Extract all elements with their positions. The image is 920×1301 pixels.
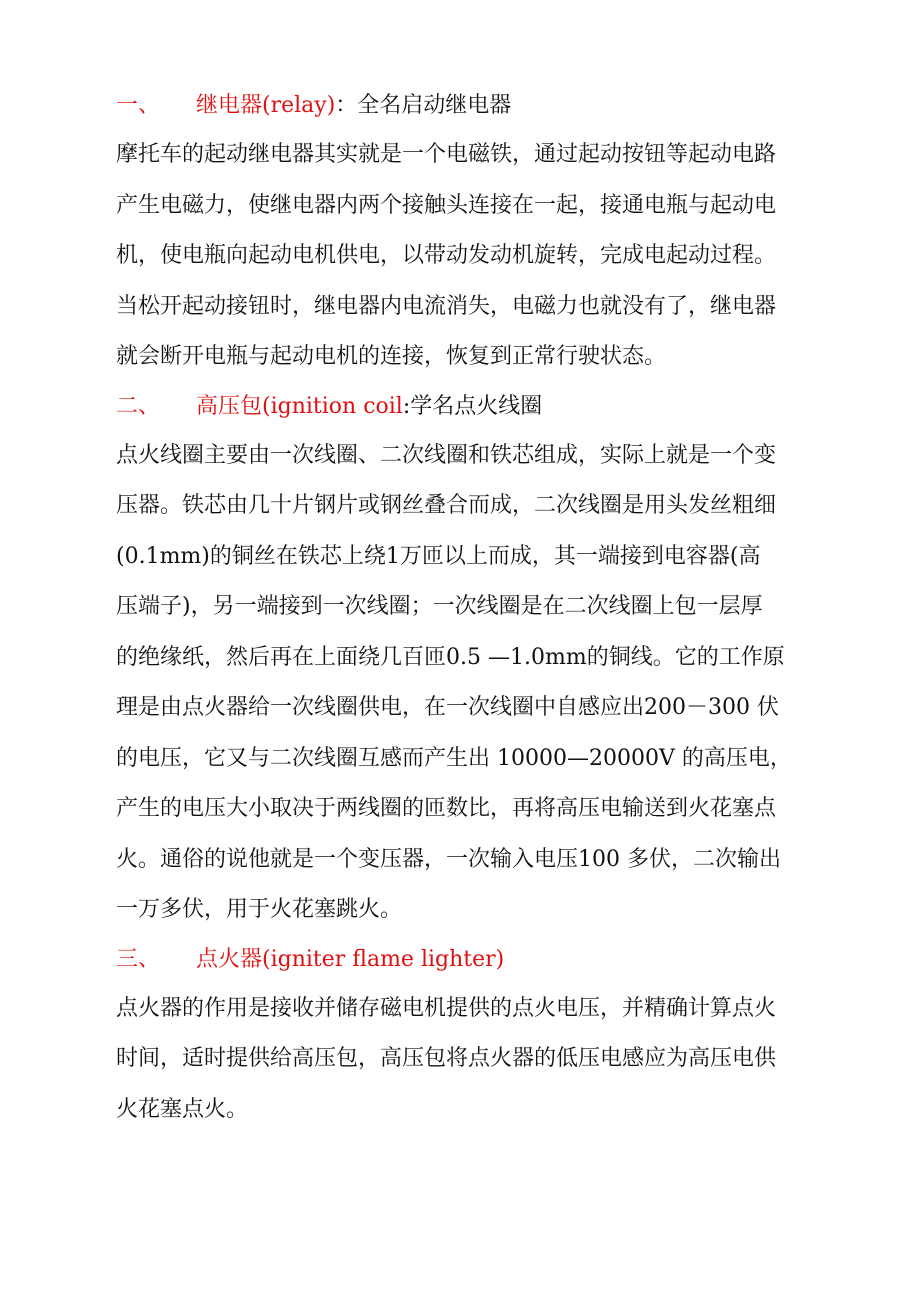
section-title: 高压包(ignition coil	[196, 393, 403, 419]
body-line: 一万多伏，用于火花塞跳火。	[116, 897, 403, 922]
section-number: 三、	[116, 946, 161, 972]
section-heading-relay	[116, 82, 806, 130]
body-line: 就会断开电瓶与起动电机的连接，恢复到正常行驶状态。	[116, 344, 667, 369]
section-heading-igniter	[116, 936, 806, 984]
body-line: 机，使电瓶向起动电机供电，以带动发动机旋转，完成电起动过程。	[116, 243, 777, 268]
section-heading-ignition-coil	[116, 383, 806, 431]
body-line: 产生电磁力，使继电器内两个接触头连接在一起，接通电瓶与起动电	[116, 192, 777, 218]
body-line: 点火线圈主要由一次线圈、二次线圈和铁芯组成，实际上就是一个变	[116, 442, 777, 468]
body-line: 的电压，它又与二次线圈互感而产生出 10000—20000V 的高压电，	[116, 745, 792, 771]
document-page	[116, 82, 806, 1135]
body-line: 压端子)，另一端接到一次线圈；一次线圈是在二次线圈上包一层厚	[116, 594, 763, 619]
body-line: (0.1mm)的铜丝在铁芯上绕1万匝以上而成，其一端接到电容器(高	[116, 543, 761, 569]
body-line: 理是由点火器给一次线圈供电，在一次线圈中自感应出200－300 伏	[116, 695, 779, 720]
body-line: 产生的电压大小取决于两线圈的匝数比，再将高压电输送到火花塞点	[116, 796, 777, 821]
body-line: 摩托车的起动继电器其实就是一个电磁铁，通过起动按钮等起动电路	[116, 142, 777, 167]
section-body-ignition-coil	[116, 431, 806, 936]
section-subtitle: ：全名启动继电器	[335, 93, 512, 118]
body-line: 火。通俗的说他就是一个变压器，一次输入电压100 多伏，二次输出	[116, 846, 781, 872]
body-line: 火花塞点火。	[116, 1096, 249, 1122]
section-title: 点火器(igniter flame lighter)	[196, 946, 505, 972]
section-title: 继电器(relay)	[196, 93, 336, 118]
section-body-relay	[116, 130, 806, 383]
body-line: 压器。铁芯由几十片钢片或钢丝叠合而成，二次线圈是用头发丝粗细	[116, 493, 777, 518]
body-line: 时间，适时提供给高压包，高压包将点火器的低压电感应为高压电供	[116, 1046, 777, 1071]
body-line: 点火器的作用是接收并储存磁电机提供的点火电压，并精确计算点火	[116, 995, 777, 1021]
body-line: 的绝缘纸，然后再在上面绕几百匝0.5 —1.0mm的铜线。它的工作原	[116, 644, 785, 670]
section-number: 二、	[116, 393, 161, 419]
body-line: 当松开起动接钮时，继电器内电流消失，电磁力也就没有了，继电器	[116, 293, 777, 319]
section-subtitle: :学名点火线圈	[402, 393, 543, 419]
section-body-igniter	[116, 984, 806, 1136]
section-number: 一、	[116, 93, 161, 118]
